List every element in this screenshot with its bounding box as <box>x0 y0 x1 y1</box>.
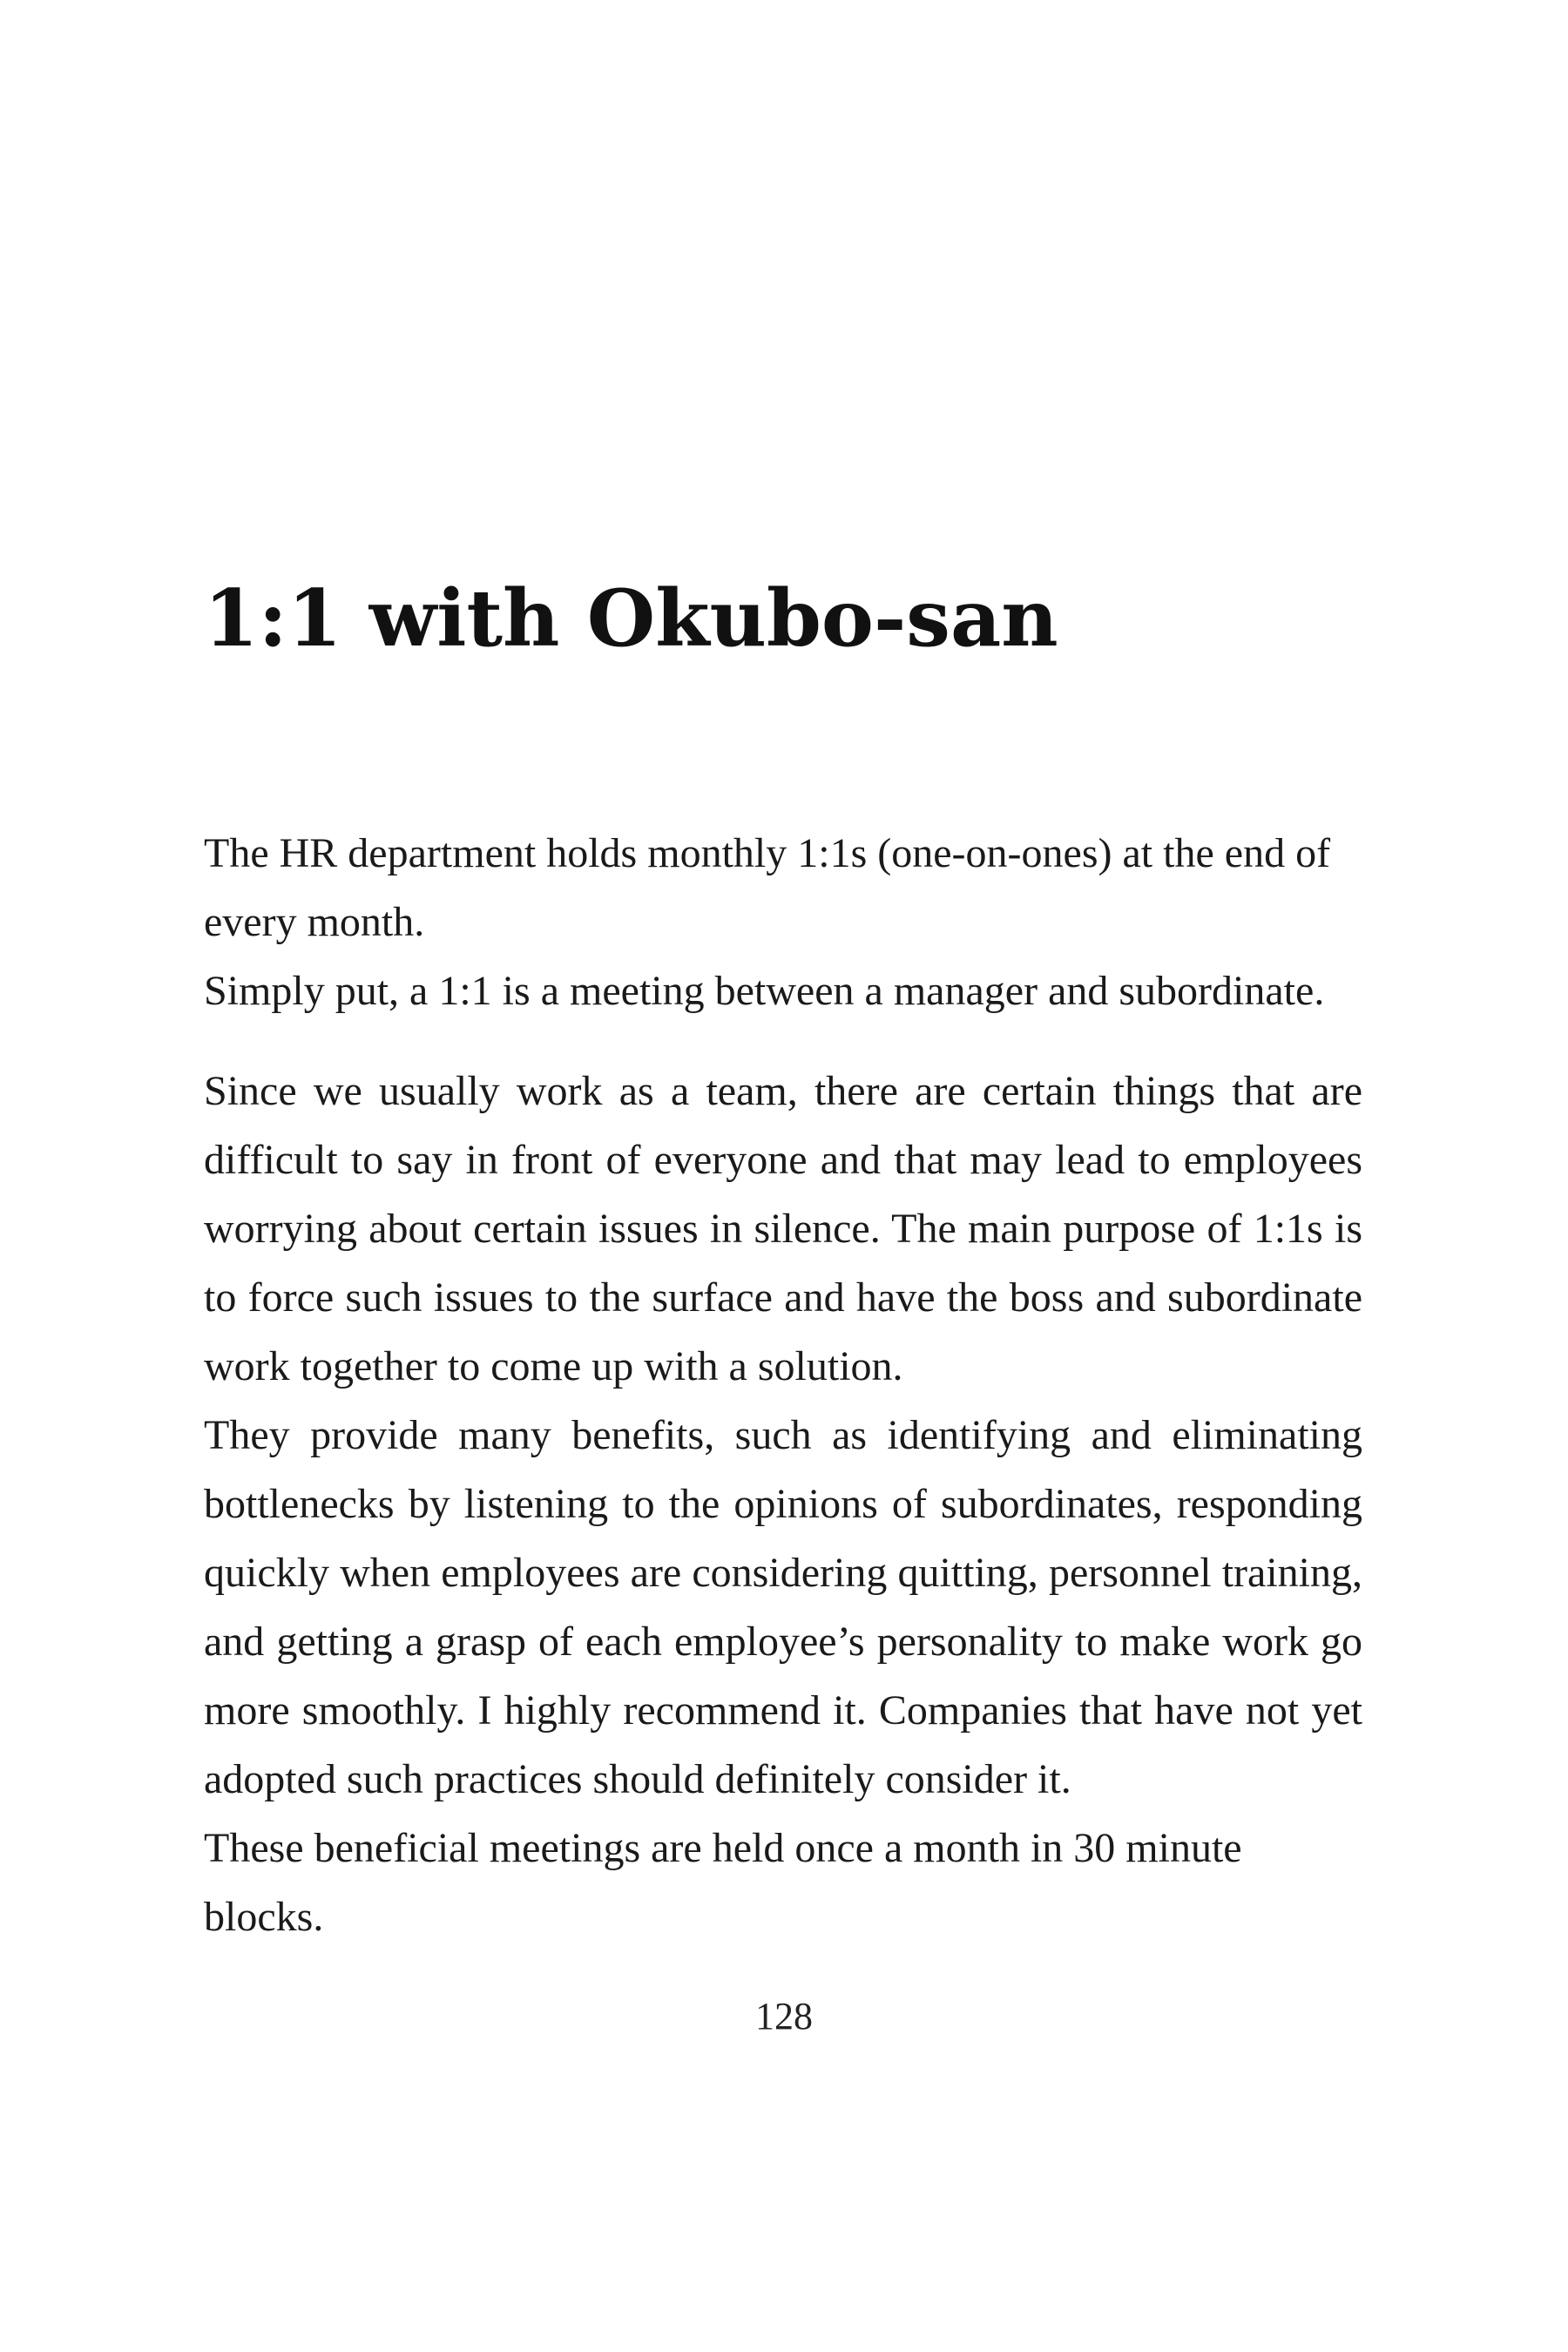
paragraph: These beneficial meetings are held once a month in 30 minute blocks. <box>204 1825 1242 1940</box>
paragraph: Since we usually work as a team, there are certain things that are difficult to say in front of everyone and that may lead to employees worrying about certain issues in silence. The main purpose of 1:1s is to force such issues to the surface and have the boss and subordinate work together to come up with a solution. <box>204 1068 1362 1389</box>
page-number: 128 <box>755 1995 813 2038</box>
paragraph: The HR department holds monthly 1:1s (one-on-ones) at the end of every month. <box>204 830 1331 945</box>
body-text <box>204 819 1362 1951</box>
chapter-title: 1:1 with Okubo-san <box>204 572 1058 665</box>
paragraph: They provide many benefits, such as identifying and eliminating bottlenecks by listening to the opinions of subordinates, responding quickly when employees are considering quitting, personnel training, and getting a grasp of each employee’s personality to make work go more smoothly. I highly recommend it. Companies that have not yet adopted such practices should definitely consider it. <box>204 1412 1362 1802</box>
paragraph: Simply put, a 1:1 is a meeting between a manager and subordinate. <box>204 968 1325 1014</box>
